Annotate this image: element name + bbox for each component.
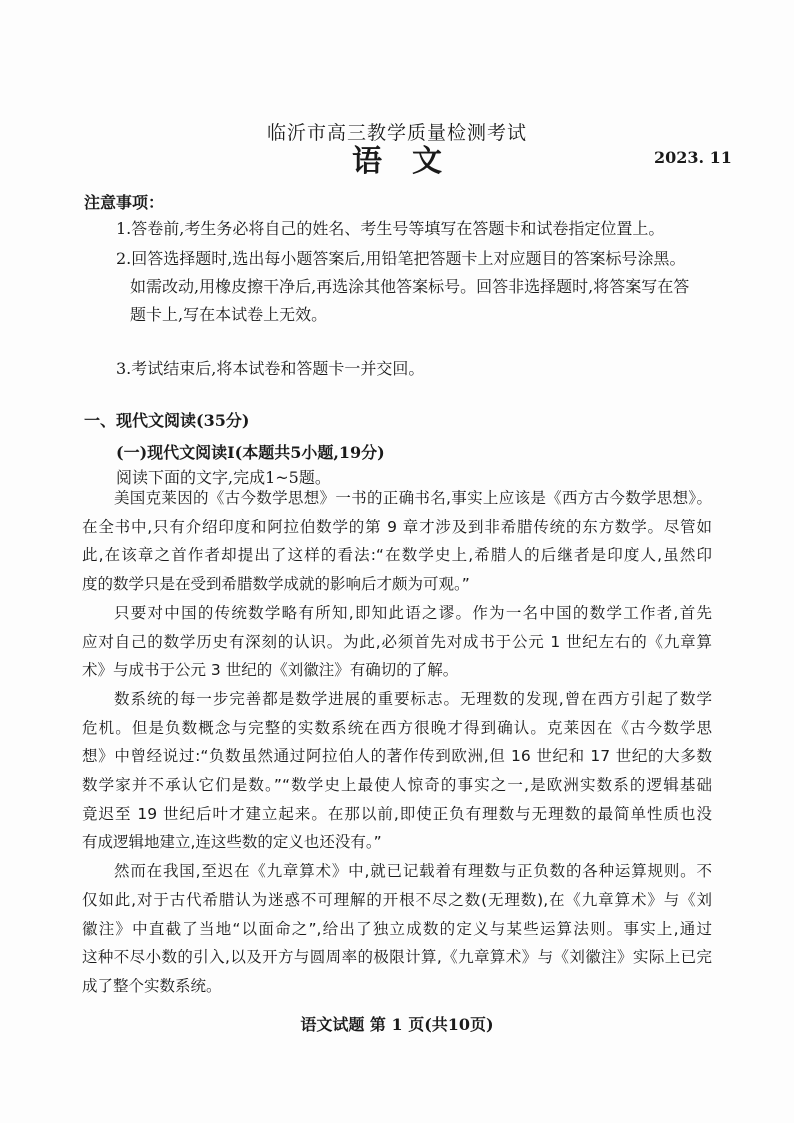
passage-line: 数系统的每一步完善都是数学进展的重要标志。无理数的发现,曾在西方引起了数学 [114, 689, 712, 708]
note-line: 如需改动,用橡皮擦干净后,再选涂其他答案标号。回答非选择题时,将答案写在答 [130, 277, 690, 296]
reading-instruction: 阅读下面的文字,完成1~5题。 [116, 468, 331, 487]
passage-line: 术》与成书于公元 3 世纪的《刘徽注》有确切的了解。 [82, 661, 459, 680]
page-footer: 语文试题 第 1 页(共10页) [300, 1015, 494, 1034]
passage-line: 仅如此,对于古代希腊认为迷惑不可理解的开根不尽之数(无理数),在《九章算术》与《刘 [82, 890, 712, 909]
notes-heading: 注意事项： [84, 193, 165, 212]
note-line: 2.回答选择题时,选出每小题答案后,用铅笔把答题卡上对应题目的答案标号涂黑。 [116, 249, 686, 268]
passage-line: 竟迟至 19 世纪后叶才建立起来。在那以前,即使正负有理数与无理数的最简单性质也没 [82, 804, 712, 823]
passage-line: 徽注》中直截了当地“以面命之”,给出了独立成数的定义与某些运算法则。事实上,通过 [82, 919, 712, 938]
passage-line: 度的数学只是在受到希腊数学成就的影响后才颇为可观。” [82, 575, 470, 594]
exam-date: 2023. 11 [654, 148, 732, 167]
passage-line: 危机。但是负数概念与完整的实数系统在西方很晚才得到确认。克莱因在《古今数学思 [82, 718, 712, 737]
passage-line: 想》中曾经说过:“负数虽然通过阿拉伯人的著作传到欧洲,但 16 世纪和 17 世纪的大多数 [82, 747, 712, 766]
passage-line: 然而在我国,至迟在《九章算术》中,就已记载着有理数与正负数的各种运算规则。不 [114, 862, 712, 881]
passage-line: 数学家并不承认它们是数。”“数学史上最使人惊奇的事实之一,是欧洲实数系的逻辑基础 [82, 776, 712, 794]
subject-title: 语文 [352, 144, 472, 179]
passage-line: 只要对中国的传统数学略有所知,即知此语之谬。作为一名中国的数学工作者,首先 [114, 603, 712, 622]
note-line: 1.答卷前,考生务必将自己的姓名、考生号等填写在答题卡和试卷指定位置上。 [116, 219, 665, 238]
passage-line: 美国克莱因的《古今数学思想》一书的正确书名,事实上应该是《西方古今数学思想》。 [114, 489, 712, 507]
passage-line: 有成逻辑地建立,连这些数的定义也还没有。” [82, 833, 382, 852]
section-title: 一、现代文阅读(35分) [84, 411, 250, 430]
passage-line: 应对自己的数学历史有深刻的认识。为此,必须首先对成书于公元 1 世纪左右的《九章算 [82, 632, 712, 651]
passage-line: 在全书中,只有介绍印度和阿拉伯数学的第 9 章才涉及到非希腊传统的东方数学。尽管如 [82, 517, 712, 536]
note-line: 3.考试结束后,将本试卷和答题卡一并交回。 [116, 359, 425, 378]
passage-line: 这种不尽小数的引入,以及开方与圆周率的极限计算,《九章算术》与《刘徽注》实际上已完 [82, 948, 712, 967]
exam-title: 临沂市高三教学质量检测考试 [266, 122, 527, 144]
subsection-title: (一)现代文阅读Ⅰ(本题共5小题,19分) [116, 443, 385, 462]
passage-line: 成了整个实数系统。 [82, 976, 222, 995]
note-line: 题卡上,写在本试卷上无效。 [130, 305, 328, 324]
passage-line: 此,在该章之首作者却提出了这样的看法:“在数学史上,希腊人的后继者是印度人,虽然印 [82, 546, 712, 565]
